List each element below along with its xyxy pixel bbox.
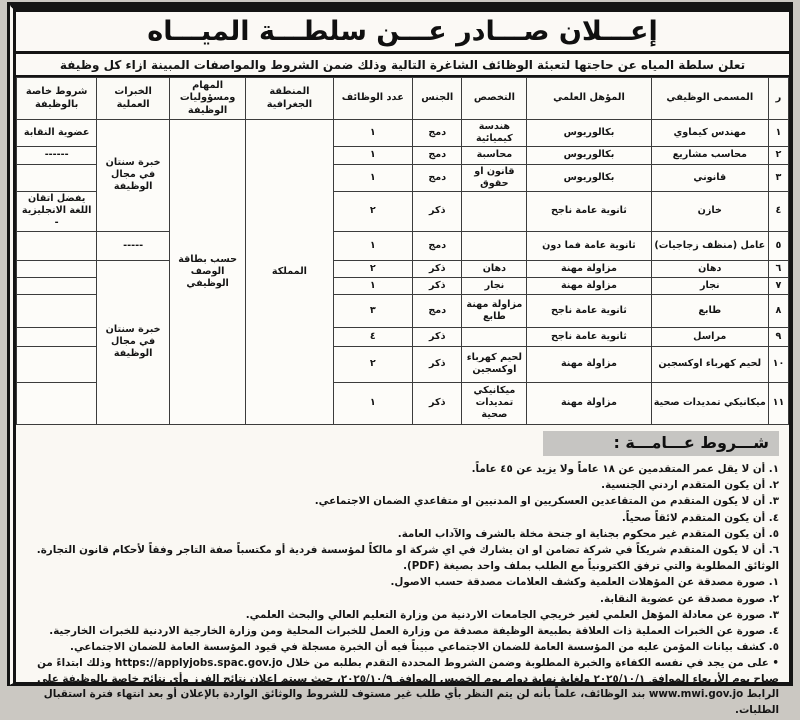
document-item: ٥. كشف بيانات المؤمن عليه من المؤسسة العامة للضمان الاجتماعي مبيناً فيه أن الخبرة مسجلة في قيود المؤسسة العامة للضمان الاجتماعي. xyxy=(70,641,779,654)
vacancy-count: ٢ xyxy=(333,191,413,231)
specialization: قانون او حقوق xyxy=(462,164,527,191)
gender: دمج xyxy=(413,231,462,260)
vacancy-count: ٢ xyxy=(333,260,413,277)
table-header-row xyxy=(17,78,789,120)
specialization: مزاولة مهنة طابع xyxy=(462,294,527,327)
document-item: ١. صورة مصدقة عن المؤهلات العلمية وكشف العلامات مصدقة حسب الاصول. xyxy=(390,576,779,589)
job-title: ميكانيكي تمديدات صحية xyxy=(651,382,768,424)
column-header-6: المنطقة الجغرافية xyxy=(246,78,333,120)
column-header-5: عدد الوظائف xyxy=(333,78,413,120)
row-number: ٨ xyxy=(768,294,788,327)
row-number: ٧ xyxy=(768,277,788,294)
qualification: بكالوريوس xyxy=(527,146,651,164)
announcement-title: إعـــلان صـــادر عـــن سلطـــة الميـــاه xyxy=(147,16,658,47)
announcement-subtitle: تعلن سلطة المياه عن حاجتها لتعبئة الوظائف الشاغرة التالية وذلك ضمن الشروط والمواصفات المبينة ازاء كل وظيفة xyxy=(59,57,746,72)
qualification: مزاولة مهنة xyxy=(527,260,651,277)
special-conditions xyxy=(17,164,97,191)
column-header-7: المهام ومسؤوليات الوظيفة xyxy=(169,78,245,120)
vacancy-count: ١ xyxy=(333,277,413,294)
gender: ذكر xyxy=(413,277,462,294)
vacancy-count: ١ xyxy=(333,231,413,260)
column-header-9: شروط خاصة بالوظيفة xyxy=(17,78,97,120)
row-number: ١١ xyxy=(768,382,788,424)
specialization: ميكانيكي تمديدات صحية xyxy=(462,382,527,424)
general-condition-item: ٥. أن يكون المتقدم غير محكوم بجناية او جنحة مخلة بالشرف والآداب العامة. xyxy=(397,527,779,540)
general-condition-item: ٣. أن لا يكون المتقدم من المتقاعدين العسكريين او المدنيين او متقاعدي الضمان الاجتماعي. xyxy=(314,495,779,508)
specialization xyxy=(462,191,527,231)
special-conditions xyxy=(17,260,97,277)
document-item: ٢. صورة مصدقة عن عضوية النقابة. xyxy=(600,592,779,605)
gender: ذكر xyxy=(413,191,462,231)
special-conditions: يفضل اتقان اللغة الانجليزية - xyxy=(17,191,97,231)
table-body xyxy=(17,120,789,425)
application-note: • على من يجد في نفسه الكفاءة والخبرة المطلوبة وضمن الشروط المحددة التقدم بطلبه من خلال https://applyjobs.spac.gov.jo وذلك ابتداءً من صباح يوم الأربعاء الموافق ٢٠٢٥/١٠/١ ولغاية نهاية دوام يوم الخميس الموافق ٢٠٢٥/١٠/٩، حيث سيتم اعلان نتائج الفرز وأي نتائج خاصة بالوظيفة على الرابط www.mwi.gov.jo بند الوظائف، علماً بأنه لن يتم النظر بأي طلب غير مستوف للشروط والوثائق الواردة بالإعلان أو بعد انتهاء فترة استقبال الطلبات. xyxy=(37,657,779,716)
gender: ذكر xyxy=(413,382,462,424)
row-number: ٤ xyxy=(768,191,788,231)
vacancy-count: ١ xyxy=(333,382,413,424)
column-header-8: الخبرات العملية xyxy=(97,78,170,120)
job-tasks: حسب بطاقة الوصف الوظيفي xyxy=(169,120,245,425)
column-header-2: المؤهل العلمي xyxy=(527,78,651,120)
general-condition-item: ٢. أن يكون المتقدم اردني الجنسية. xyxy=(601,479,779,492)
document-item: ٣. صورة عن معادلة المؤهل العلمي لغير خريجي الجامعات الاردنية من وزارة التعليم العالي والبحث العلمي. xyxy=(245,608,779,621)
gender: ذكر xyxy=(413,346,462,382)
table-header xyxy=(17,78,789,120)
special-conditions xyxy=(17,382,97,424)
job-title: قانوني xyxy=(651,164,768,191)
row-number: ٥ xyxy=(768,231,788,260)
specialization: محاسبة xyxy=(462,146,527,164)
job-title: مراسل xyxy=(651,327,768,346)
gender: ذكر xyxy=(413,327,462,346)
experience: خبرة سنتان في مجال الوظيفة xyxy=(97,120,170,232)
experience: خبرة سنتان في مجال الوظيفة xyxy=(97,260,170,424)
documents-heading: الوثائق المطلوبة والتي ترفق الكترونياً مع الطلب بملف واحد بصيغة (PDF). xyxy=(403,560,779,573)
job-title: دهان xyxy=(651,260,768,277)
gender: دمج xyxy=(413,294,462,327)
general-conditions-section xyxy=(16,425,789,720)
row-number: ٣ xyxy=(768,164,788,191)
specialization: نجار xyxy=(462,277,527,294)
row-number: ١٠ xyxy=(768,346,788,382)
row-number: ٢ xyxy=(768,146,788,164)
special-conditions xyxy=(17,277,97,294)
gender: دمج xyxy=(413,146,462,164)
general-condition-item: ٦. أن لا يكون المتقدم شريكاً في شركة تضامن او ان يشارك في اي شركة او مالكاً لمؤسسة فردية أو مكتسباً صفة التاجر وفقاً لأحكام قانون التجارة. xyxy=(36,543,779,556)
general-conditions-heading: شـــروط عـــامـــة : xyxy=(543,431,779,456)
table-row xyxy=(17,260,789,277)
special-conditions xyxy=(17,294,97,327)
table-row xyxy=(17,120,789,147)
vacancy-count: ١ xyxy=(333,120,413,147)
announcement-header xyxy=(16,12,789,54)
gender: دمج xyxy=(413,120,462,147)
column-header-1: المسمى الوظيفي xyxy=(651,78,768,120)
special-conditions xyxy=(17,231,97,260)
vacancy-count: ١ xyxy=(333,146,413,164)
specialization: دهان xyxy=(462,260,527,277)
row-number: ٩ xyxy=(768,327,788,346)
qualification: مزاولة مهنة xyxy=(527,277,651,294)
specialization: هندسة كيميائية xyxy=(462,120,527,147)
qualification: مزاولة مهنة xyxy=(527,382,651,424)
special-conditions xyxy=(17,327,97,346)
documents-list xyxy=(24,574,779,655)
job-title: عامل (منظف زجاجيات) xyxy=(651,231,768,260)
specialization xyxy=(462,327,527,346)
gender: ذكر xyxy=(413,260,462,277)
job-title: مهندس كيماوي xyxy=(651,120,768,147)
vacancy-count: ١ xyxy=(333,164,413,191)
qualification: ثانوية عامة ناجح xyxy=(527,294,651,327)
row-number: ١ xyxy=(768,120,788,147)
gender: دمج xyxy=(413,164,462,191)
announcement-document xyxy=(7,2,793,716)
announcement-subtitle-bar xyxy=(16,54,789,77)
table-row xyxy=(17,231,789,260)
qualification: ثانوية عامة ناجح xyxy=(527,327,651,346)
document-item: ٤. صورة عن الخبرات العملية ذات العلاقة بطبيعة الوظيفة مصدقة من وزارة العمل للخبرات المحلية ومن وزارة الخارجية الاردنية للخبرات الخارجية. xyxy=(49,624,779,637)
special-conditions: عضوية النقابة xyxy=(17,120,97,147)
qualification: بكالوريوس xyxy=(527,164,651,191)
special-conditions xyxy=(17,346,97,382)
vacancy-count: ٢ xyxy=(333,346,413,382)
experience: ----- xyxy=(97,231,170,260)
row-number: ٦ xyxy=(768,260,788,277)
column-header-0: ر xyxy=(768,78,788,120)
geographic-region: المملكة xyxy=(246,120,333,425)
general-conditions-list xyxy=(24,461,779,558)
column-header-3: التخصص xyxy=(462,78,527,120)
column-header-4: الجنس xyxy=(413,78,462,120)
general-condition-item: ١. أن لا يقل عمر المتقدمين عن ١٨ عاماً ولا يزيد عن ٤٥ عاماً. xyxy=(471,462,779,475)
qualification: مزاولة مهنة xyxy=(527,346,651,382)
vacancy-count: ٣ xyxy=(333,294,413,327)
vacancy-count: ٤ xyxy=(333,327,413,346)
qualification: ثانوية عامة ناجح xyxy=(527,191,651,231)
job-title: نجار xyxy=(651,277,768,294)
general-condition-item: ٤. أن يكون المتقدم لائقاً صحياً. xyxy=(621,511,779,524)
job-title: طابع xyxy=(651,294,768,327)
vacancies-table xyxy=(16,77,789,425)
job-title: محاسب مشاريع xyxy=(651,146,768,164)
job-title: خازن xyxy=(651,191,768,231)
qualification: بكالوريوس xyxy=(527,120,651,147)
job-title: لحيم كهرباء اوكسجين xyxy=(651,346,768,382)
qualification: ثانوية عامة فما دون xyxy=(527,231,651,260)
special-conditions: ------ xyxy=(17,146,97,164)
specialization: لحيم كهرباء اوكسجين xyxy=(462,346,527,382)
specialization xyxy=(462,231,527,260)
